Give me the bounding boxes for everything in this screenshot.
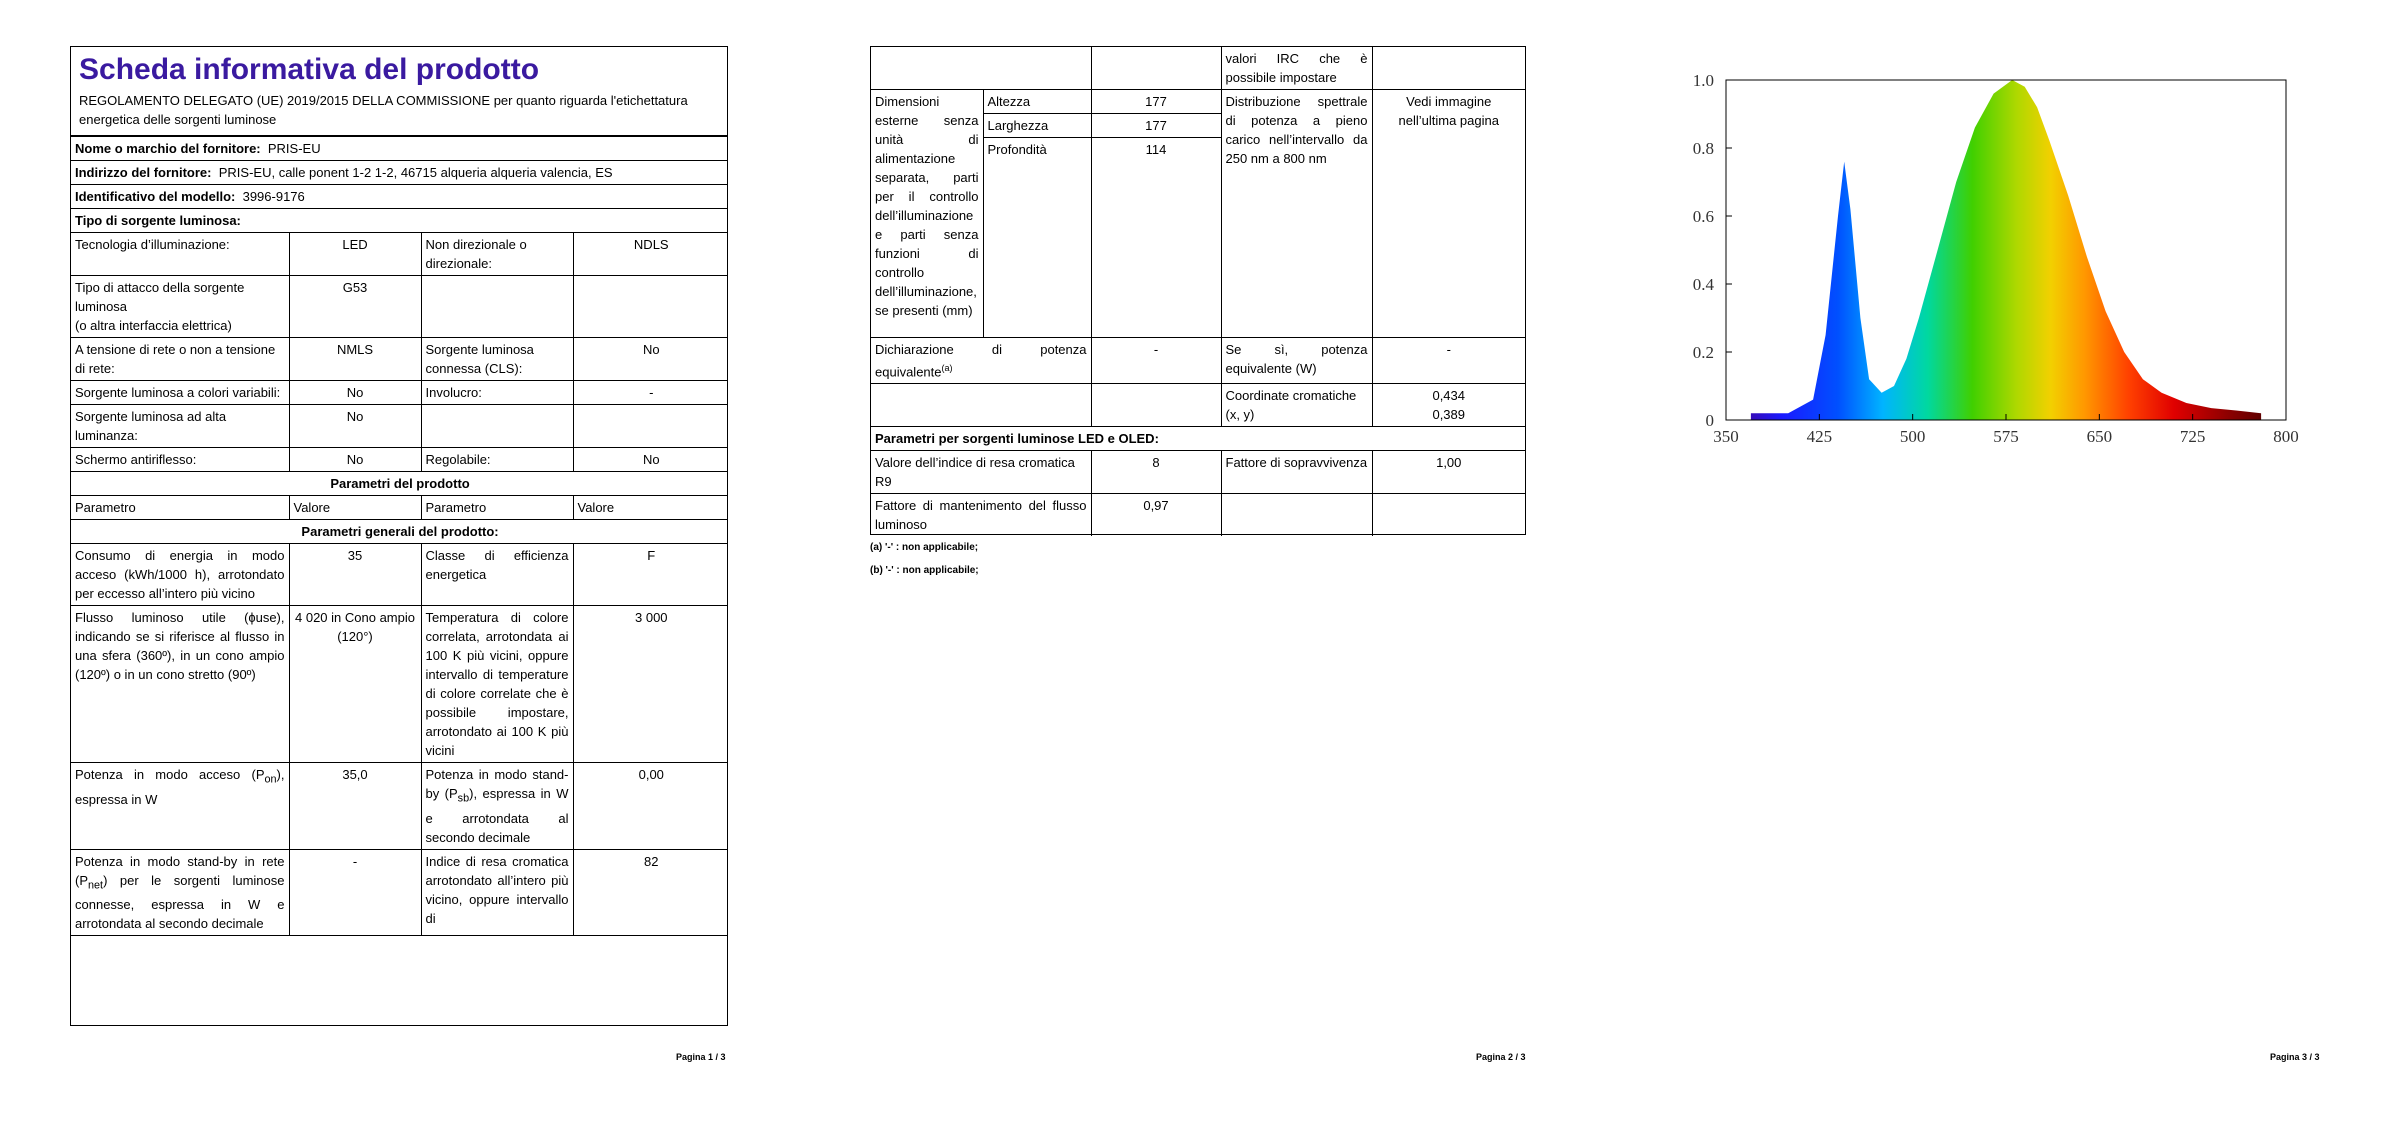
y-tick-label: 0 [1705,411,1714,430]
mains-label: A tensione di rete o non a tensione di rete: [71,338,289,381]
dimensions-label: Dimensioni esterne senza unità di alimentazione separata, parti per il controllo dell’illuminazione e parti senza funzioni di controllo dell’illuminazione, se presenti (mm) [871,90,983,338]
x-tick-label: 650 [2086,427,2113,446]
mains-value: NMLS [289,338,421,381]
col-value-header-2: Valore [573,496,728,520]
anti-glare-label: Schermo antiriflesso: [71,448,289,472]
cls-label: Sorgente luminosa connessa (CLS): [421,338,573,381]
footnote-b: (b) '-' : non applicabile; [870,565,979,576]
cri-value: 82 [573,849,728,936]
colour-tunable-label: Sorgente luminosa a colori variabili: [71,381,289,405]
spectrum-area [1751,80,2261,420]
cap-value: G53 [289,276,421,338]
page-1 [0,0,794,1123]
spd-value: Vedi immagine nell’ultima pagina [1372,90,1525,338]
info-table [71,136,728,936]
cct-value: 3 000 [573,606,728,763]
height-label: Altezza [983,90,1091,114]
y-tick-label: 0.6 [1692,207,1714,226]
energy-consumption-value: 35 [289,544,421,606]
supplier-value: PRIS-EU [267,141,321,156]
r9-label: Valore dell’indice di resa cromatica R9 [871,451,1091,494]
spd-label: Distribuzione spettrale di potenza a pieno carico nell’intervallo da 250 nm a 800 nm [1221,90,1372,338]
chromaticity-label: Coordinate cromatiche (x, y) [1221,384,1372,427]
r9-value: 8 [1091,451,1221,494]
depth-label: Profondità [983,138,1091,338]
equivalent-power-label: Dichiarazione di potenza equivalente$^{(a)}$ [871,338,1091,384]
supplier-label: Nome o marchio del fornitore: [75,141,261,156]
standby-power-label: Potenza in modo stand-by $(P_{sb})$, espressa in W e arrotondata al secondo decimale [421,763,573,850]
envelope-label: Involucro: [421,381,573,405]
model-label: Identificativo del modello: [75,189,236,204]
page-footer-3: Pagina 3 / 3 [2270,1052,2320,1062]
source-type-label: Tipo di sorgente luminosa: [71,209,728,233]
survival-factor-value: 1,00 [1372,451,1525,494]
directional-label: Non direzionale o direzionale: [421,233,573,276]
networked-standby-label: Potenza in modo stand-by in rete $(P_{net})$ per le sorgenti luminose connesse, espressa in W e arrotondata al secondo decimale [71,849,289,936]
survival-factor-label: Fattore di sopravvivenza [1221,451,1372,494]
luminous-flux-label: Flusso luminoso utile (ɸuse), indicando se si riferisce al flusso in una sfera (360º), in un cono ampio (120º) o in un cono stretto (90º) [71,606,289,763]
width-value: 177 [1091,114,1221,138]
equivalent-watt-label: Se sì, potenza equivalente (W) [1221,338,1372,384]
equivalent-watt-value: - [1372,338,1525,384]
envelope-value: - [573,381,728,405]
product-info-sheet [70,46,728,1026]
x-tick-label: 500 [1899,427,1926,446]
address-label: Indirizzo del fornitore: [75,165,212,180]
y-tick-label: 0.8 [1692,139,1714,158]
energy-consumption-label: Consumo di energia in modo acceso (kWh/1000 h), arrotondato per eccesso all’intero più vicino [71,544,289,606]
efficiency-class-label: Classe di efficienza energetica [421,544,573,606]
high-luminance-value: No [289,405,421,448]
on-mode-power-value: 35,0 [289,763,421,850]
led-params-header: Parametri per sorgenti luminose LED e OLED: [871,427,1525,451]
cap-type-cell [71,276,289,338]
product-info-sheet-continued [870,46,1526,535]
colour-tunable-value: No [289,381,421,405]
x-tick-label: 350 [1713,427,1739,446]
x-tick-label: 425 [1806,427,1833,446]
height-value: 177 [1091,90,1221,114]
anti-glare-value: No [289,448,421,472]
efficiency-class-value: F [573,544,728,606]
col-param-header-2: Parametro [421,496,573,520]
page-3 [1588,0,2382,1123]
x-tick-label: 725 [2179,427,2206,446]
product-params-header: Parametri del prodotto [71,472,728,496]
sheet-title: Scheda informativa del prodotto [79,53,540,86]
address-value: PRIS-EU, calle ponent 1-2 1-2, 46715 alqueria alqueria valencia, ES [218,165,613,180]
spectral-distribution-chart [1666,60,2306,460]
col-param-header: Parametro [71,496,289,520]
cri-label-continued: valori IRC che è possibile impostare [1221,47,1372,90]
page-2 [794,0,1588,1123]
cap-note: (o altra interfaccia elettrica) [75,318,232,333]
high-luminance-label: Sorgente luminosa ad alta luminanza: [71,405,289,448]
general-params-header: Parametri generali del prodotto: [71,520,728,544]
standby-power-value: 0,00 [573,763,728,850]
info-table-2 [871,47,1525,536]
cap-label: Tipo di attacco della sorgente luminosa [75,280,245,314]
y-tick-label: 0.2 [1692,343,1714,362]
footnote-a: (a) '-' : non applicabile; [870,542,979,553]
y-tick-label: 1.0 [1692,71,1714,90]
x-tick-label: 575 [1993,427,2019,446]
tech-value: LED [289,233,421,276]
luminous-flux-value: 4 020 in Cono ampio (120°) [289,606,421,763]
lumen-maintenance-value: 0,97 [1091,494,1221,537]
cct-label: Temperatura di colore correlata, arrotondata ai 100 K più vicini, oppure intervallo di temperature di colore correlate che è possibile impostare, arrotondato ai 100 K più vicini [421,606,573,763]
lumen-maintenance-label: Fattore di mantenimento del flusso luminoso [871,494,1091,537]
cri-label: Indice di resa cromatica arrotondato all’intero più vicino, oppure intervallo di [421,849,573,936]
chromaticity-value: 0,434 0,389 [1372,384,1525,427]
on-mode-power-label: Potenza in modo acceso $(P_{on})$, espressa in W [71,763,289,850]
regulation-subtitle: REGOLAMENTO DELEGATO (UE) 2019/2015 DELLA COMMISSIONE per quanto riguarda l'etichettatura energetica delle sorgenti luminose [71,89,727,136]
cls-value: No [573,338,728,381]
plot-area [1693,71,2299,446]
tech-label: Tecnologia d’illuminazione: [71,233,289,276]
directional-value: NDLS [573,233,728,276]
page-footer-2: Pagina 2 / 3 [1476,1052,1526,1062]
width-label: Larghezza [983,114,1091,138]
depth-value: 114 [1091,138,1221,338]
model-value: 3996-9176 [242,189,305,204]
equivalent-power-value: - [1091,338,1221,384]
page-footer-1: Pagina 1 / 3 [676,1052,726,1062]
dimmable-value: No [573,448,728,472]
x-tick-label: 800 [2273,427,2299,446]
networked-standby-value: - [289,849,421,936]
dimmable-label: Regolabile: [421,448,573,472]
col-value-header: Valore [289,496,421,520]
y-tick-label: 0.4 [1692,275,1714,294]
